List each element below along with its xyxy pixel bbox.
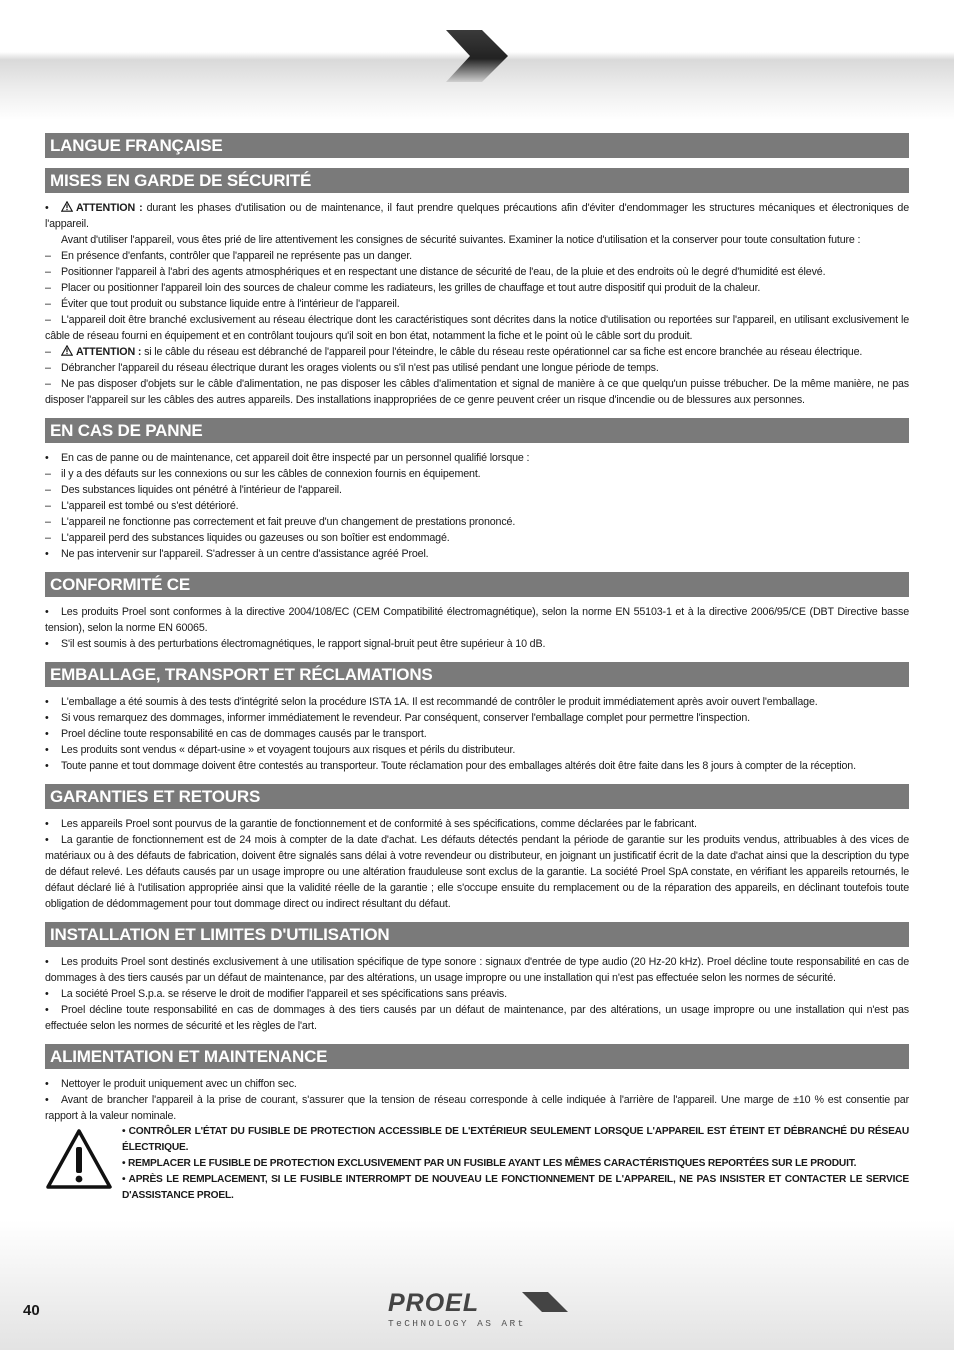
paragraph-text: Proel décline toute responsabilité en cas de dommages causés par le transport. bbox=[61, 728, 427, 740]
section-paragraph bbox=[45, 1002, 909, 1034]
paragraph-text: Proel décline toute responsabilité en cas de dommages à des tiers causés par un défaut de maintenance, par des altérations, un usage impropre ou une installation qui n'est pas effectuée selon les normes de sécurité et les règles de l'art. bbox=[45, 1004, 909, 1032]
list-marker: – bbox=[45, 314, 51, 326]
section-paragraph bbox=[45, 248, 909, 264]
language-header: LANGUE FRANÇAISE bbox=[45, 133, 909, 158]
section-paragraph bbox=[45, 832, 909, 912]
list-marker: • bbox=[45, 728, 49, 740]
section-paragraph bbox=[45, 758, 909, 774]
logo-tagline: TeCHNOLOGY AS ARt bbox=[388, 1318, 526, 1329]
list-marker: • bbox=[45, 956, 49, 968]
section-paragraph bbox=[45, 482, 909, 498]
paragraph-text: Les produits Proel sont conformes à la directive 2004/108/EC (CEM Compatibilité électromagnétique), selon la norme EN 55103-1 et à la directive 2006/95/CE (DBT Directive basse tension), selon la norme EN 60065. bbox=[45, 606, 909, 634]
paragraph-text: S'il est soumis à des perturbations électromagnétiques, le rapport signal-bruit peut être supérieur à 10 dB. bbox=[61, 638, 546, 650]
section-paragraph bbox=[45, 376, 909, 408]
list-marker: – bbox=[45, 346, 51, 358]
section-header: GARANTIES ET RETOURS bbox=[45, 784, 909, 809]
section-paragraph bbox=[45, 604, 909, 636]
paragraph-text: L'appareil doit être branché exclusivement au réseau électrique dont les caractéristiques sont décrites dans la notice d'utilisation ou reportées sur l'appareil, en utilisant exclusivement le câble de réseau fourni en équipement et en contrôlant toujours qu'il soit en bon état, notamment la fiche et le point où le câble sort du produit. bbox=[45, 314, 909, 342]
paragraph-text: La garantie de fonctionnement est de 24 mois à compter de la date d'achat. Les défauts détectés pendant la période de garantie sur les produits vendus, attribuables à des vices de matériaux ou à des défauts de fabrication, doivent être signalés sans délai à votre revendeur ou distributeur, en joignant un justificatif écrit de la date d'achat ainsi que la description du type de défaut relevé. Les défauts causés par un usage impropre ou une altération frauduleuse sont exclus de la garantie. La société Proel SpA constate, en vérifiant les appareils retournés, le défaut déclaré lié à l'utilisation appropriée ainsi que la validité réelle de la garantie ; elle s'occupe ensuite du remplacement ou de la réparation des appareils, en déclinant toutefois toute obligation de dédommagement pour tout dommage direct ou indirect résultant du défaut. bbox=[45, 834, 909, 910]
section-paragraph bbox=[45, 264, 909, 280]
warning-triangle-icon bbox=[61, 345, 73, 356]
paragraph-text: Avant de brancher l'appareil à la prise de courant, s'assurer que la tension de réseau corresponde à celle indiquée à l'arrière de l'appareil. Une marge de ±10 % est consentie par rapport à la valeur nominale. bbox=[45, 1094, 909, 1122]
list-marker: – bbox=[45, 298, 51, 310]
list-marker: – bbox=[45, 500, 51, 512]
list-marker: – bbox=[45, 250, 51, 262]
section-paragraph bbox=[45, 694, 909, 710]
paragraph-text: L'appareil perd des substances liquides ou gazeuses ou son boîtier est endommagé. bbox=[61, 532, 450, 544]
section-paragraph bbox=[45, 466, 909, 482]
paragraph-text: Débrancher l'appareil du réseau électrique durant les orages violents ou s'il n'est pas utilisé pendant une longue période de temps. bbox=[61, 362, 659, 374]
list-marker: • bbox=[45, 712, 49, 724]
list-marker: • bbox=[45, 548, 49, 560]
list-marker: • bbox=[45, 606, 49, 618]
fuse-warning-text bbox=[122, 1124, 909, 1204]
list-marker: – bbox=[45, 378, 51, 390]
section-paragraph bbox=[45, 498, 909, 514]
logo-wordmark: PROEL bbox=[388, 1289, 480, 1317]
section-paragraph bbox=[45, 530, 909, 546]
section-paragraph bbox=[45, 726, 909, 742]
list-marker: – bbox=[45, 516, 51, 528]
paragraph-text: Avant d'utiliser l'appareil, vous êtes prié de lire attentivement les consignes de sécurité suivantes. Examiner la notice d'utilisation et la conserver pour toute consultation future : bbox=[61, 234, 861, 246]
paragraph-text: La société Proel S.p.a. se réserve le droit de modifier l'appareil et ses spécifications sans préavis. bbox=[61, 988, 507, 1000]
paragraph-text: Toute panne et tout dommage doivent être contestés au transporteur. Toute réclamation pour des emballages altérés doit être faite dans les 8 jours à compter de la réception. bbox=[61, 760, 856, 772]
section-header: MISES EN GARDE DE SÉCURITÉ bbox=[45, 168, 909, 193]
paragraph-text: L'emballage a été soumis à des tests d'intégrité selon la procédure ISTA 1A. Il est recommandé de contrôler le produit immédiatement après avoir ouvert l'emballage. bbox=[61, 696, 818, 708]
fuse-warning-line: • APRÈS LE REMPLACEMENT, SI LE FUSIBLE INTERROMPT DE NOUVEAU LE FONCTIONNEMENT DE L'APPAREIL, NE PAS INSISTER ET CONTACTER LE SERVICE D'ASSISTANCE PROEL. bbox=[122, 1174, 909, 1201]
list-marker: • bbox=[45, 744, 49, 756]
list-marker: – bbox=[45, 266, 51, 278]
section-paragraph bbox=[45, 232, 909, 248]
paragraph-text: Des substances liquides ont pénétré à l'intérieur de l'appareil. bbox=[61, 484, 342, 496]
section-paragraph bbox=[45, 636, 909, 652]
paragraph-text: En présence d'enfants, contrôler que l'appareil ne représente pas un danger. bbox=[61, 250, 412, 262]
list-marker: • bbox=[45, 452, 49, 464]
section-paragraph bbox=[45, 200, 909, 232]
paragraph-text: Ne pas intervenir sur l'appareil. S'adresser à un centre d'assistance agréé Proel. bbox=[61, 548, 429, 560]
section-header: INSTALLATION ET LIMITES D'UTILISATION bbox=[45, 922, 909, 947]
list-marker: – bbox=[45, 484, 51, 496]
list-marker: • bbox=[45, 834, 49, 846]
list-marker: • bbox=[45, 988, 49, 1000]
bottom-band bbox=[0, 1220, 954, 1350]
list-marker: – bbox=[45, 468, 51, 480]
section-paragraph bbox=[45, 360, 909, 376]
paragraph-text: L'appareil ne fonctionne pas correctement et fait preuve d'un changement de prestations prononcé. bbox=[61, 516, 516, 528]
paragraph-text: Si vous remarquez des dommages, informer immédiatement le revendeur. Par conséquent, conserver l'emballage complet pour permettre l'inspection. bbox=[61, 712, 750, 724]
list-marker: • bbox=[45, 638, 49, 650]
paragraph-text: si le câble du réseau est débranché de l'appareil pour l'éteindre, le câble du réseau reste opérationnel car sa fiche est encore branchée au réseau électrique. bbox=[141, 346, 863, 358]
logo-arrow-icon bbox=[522, 1292, 568, 1314]
page-content bbox=[45, 133, 909, 1214]
section-paragraph bbox=[45, 296, 909, 312]
sections bbox=[45, 168, 909, 1124]
fuse-warning-line: • CONTRÔLER L'ÉTAT DU FUSIBLE DE PROTECTION ACCESSIBLE DE L'EXTÉRIEUR SEULEMENT LORSQUE L'APPAREIL EST ÉTEINT ET DÉBRANCHÉ DU RÉSEAU ÉLECTRIQUE. bbox=[122, 1126, 909, 1153]
list-marker: • bbox=[45, 696, 49, 708]
paragraph-text: il y a des défauts sur les connexions ou sur les câbles de connexion fournis en équipement. bbox=[61, 468, 481, 480]
section-header: CONFORMITÉ CE bbox=[45, 572, 909, 597]
section-paragraph bbox=[45, 1076, 909, 1092]
section-paragraph bbox=[45, 710, 909, 726]
paragraph-text: Les appareils Proel sont pourvus de la garantie de fonctionnement et de conformité à ses spécifications, comme déclarées par le fabricant. bbox=[61, 818, 697, 830]
list-marker: – bbox=[45, 532, 51, 544]
attention-label: ATTENTION : bbox=[76, 346, 142, 358]
fuse-warning-block bbox=[45, 1124, 909, 1214]
list-marker: – bbox=[45, 282, 51, 294]
section-paragraph bbox=[45, 450, 909, 466]
warning-triangle-icon bbox=[61, 201, 73, 212]
paragraph-text: En cas de panne ou de maintenance, cet appareil doit être inspecté par un personnel qualifié lorsque : bbox=[61, 452, 530, 464]
attention-label: ATTENTION : bbox=[76, 202, 143, 214]
section-paragraph bbox=[45, 280, 909, 296]
section-paragraph bbox=[45, 742, 909, 758]
section-header: EN CAS DE PANNE bbox=[45, 418, 909, 443]
list-marker: • bbox=[45, 818, 49, 830]
proel-logo bbox=[388, 1291, 568, 1329]
chevron-right-icon bbox=[444, 28, 510, 84]
section-paragraph bbox=[45, 344, 909, 360]
section-paragraph bbox=[45, 986, 909, 1002]
paragraph-text: Les produits Proel sont destinés exclusivement à une utilisation spécifique de type sonore : signaux d'entrée de type audio (20 Hz-20 kHz). Proel décline toute responsabilité en cas de dommages à des tiers causés par un défaut de maintenance, par des altérations, un usage impropre ou une installation qui n'est pas effectuée selon les normes de sécurité. bbox=[45, 956, 909, 984]
section-header: ALIMENTATION ET MAINTENANCE bbox=[45, 1044, 909, 1069]
list-marker: – bbox=[45, 362, 51, 374]
list-marker: • bbox=[45, 760, 49, 772]
paragraph-text: durant les phases d'utilisation ou de maintenance, il faut prendre quelques précautions afin d'éviter d'endommager les structures mécaniques et électroniques de l'appareil. bbox=[45, 202, 909, 230]
paragraph-text: Nettoyer le produit uniquement avec un chiffon sec. bbox=[61, 1078, 297, 1090]
section-paragraph bbox=[45, 1092, 909, 1124]
paragraph-text: L'appareil est tombé ou s'est détérioré. bbox=[61, 500, 239, 512]
section-paragraph bbox=[45, 312, 909, 344]
page-number: 40 bbox=[23, 1302, 40, 1319]
section-paragraph bbox=[45, 954, 909, 986]
section-header: EMBALLAGE, TRANSPORT ET RÉCLAMATIONS bbox=[45, 662, 909, 687]
list-marker: • bbox=[45, 1094, 49, 1106]
paragraph-text: Placer ou positionner l'appareil loin des sources de chaleur comme les radiateurs, les grilles de chauffage et tout autre dispositif qui produit de la chaleur. bbox=[61, 282, 761, 294]
paragraph-text: Les produits sont vendus « départ-usine » et voyagent toujours aux risques et périls du distributeur. bbox=[61, 744, 516, 756]
section-paragraph bbox=[45, 514, 909, 530]
section-paragraph bbox=[45, 546, 909, 562]
fuse-warning-line: • REMPLACER LE FUSIBLE DE PROTECTION EXCLUSIVEMENT PAR UN FUSIBLE AYANT LES MÊMES CARACTÉRISTIQUES REPORTÉES SUR LE PRODUIT. bbox=[122, 1158, 857, 1169]
section-paragraph bbox=[45, 816, 909, 832]
list-marker: • bbox=[45, 1004, 49, 1016]
list-marker: • bbox=[45, 202, 49, 214]
paragraph-text: Éviter que tout produit ou substance liquide entre à l'intérieur de l'appareil. bbox=[61, 298, 400, 310]
paragraph-text: Ne pas disposer d'objets sur le câble d'alimentation, ne pas disposer les câbles d'alimentation et signal de manière à ce que quelqu'un puisse trébucher. De la même manière, ne pas disposer l'appareil sur les câbles des autres appareils. Des installations inappropriées de ce genre peuvent créer un risque d'incendie ou de blessures aux personnes. bbox=[45, 378, 909, 406]
list-marker: • bbox=[45, 1078, 49, 1090]
paragraph-text: Positionner l'appareil à l'abri des agents atmosphériques et en respectant une distance de sécurité de l'eau, de la pluie et des endroits où le degré d'humidité est élevé. bbox=[61, 266, 826, 278]
warning-triangle-large-icon bbox=[45, 1128, 113, 1190]
